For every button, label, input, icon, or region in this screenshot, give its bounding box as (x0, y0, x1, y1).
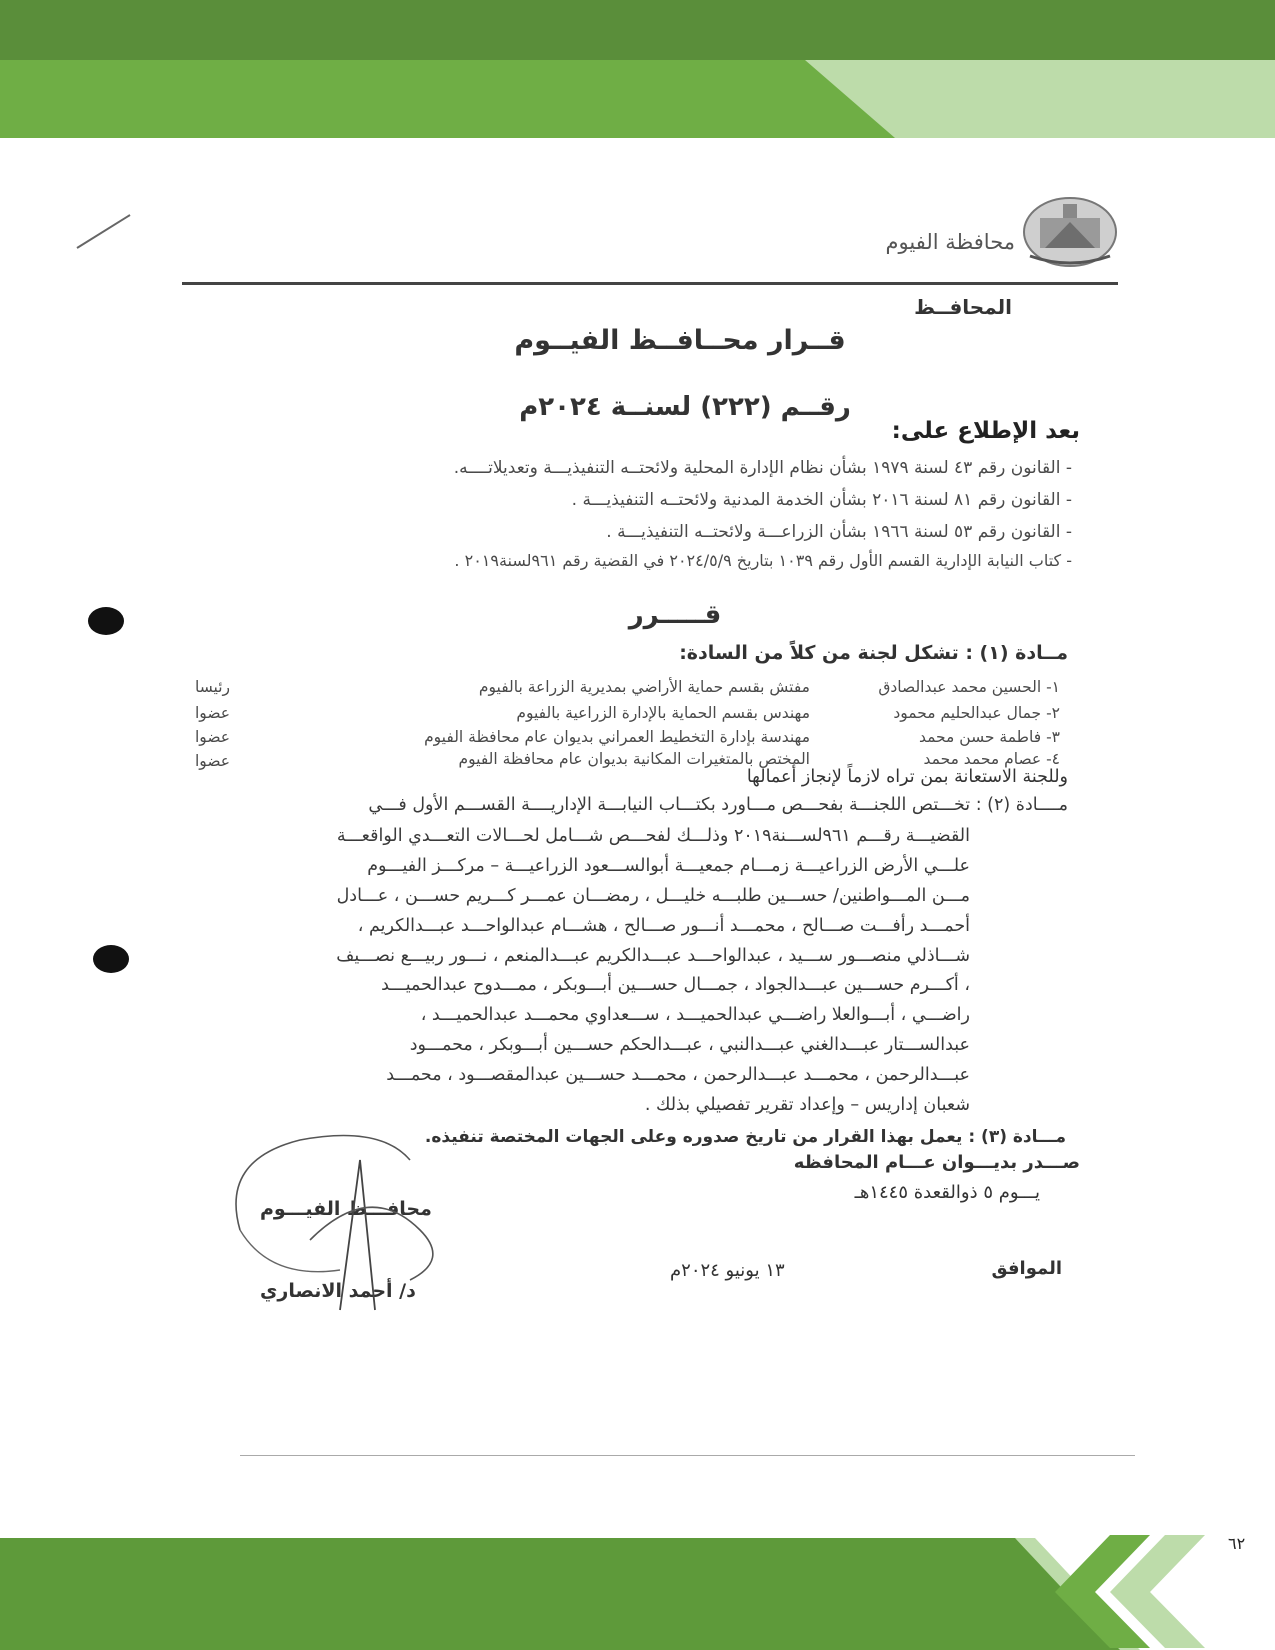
punch-hole (93, 945, 129, 973)
footer-divider (240, 1455, 1135, 1456)
member-job: مفتش بقسم حماية الأراضي بمديرية الزراعة بالفيوم (478, 678, 810, 696)
decree-number: رقــم (٢٢٢) لسنــة ٢٠٢٤م (519, 392, 851, 422)
article-2-line: راضـــي ، أبـــوالعلا راضـــي عبدالحميـــد ، ســـعداوي محمـــد عبدالحميـــد ، (420, 1005, 970, 1025)
member-job: المختص بالمتغيرات المكانية بديوان عام محافظة الفيوم (458, 750, 810, 768)
article-2-line: مـــن المـــواطنين/ حســـين طلبـــه خليـــل ، رمضـــان عمـــر كـــريم حســـن ، عـــادل (336, 886, 970, 906)
decree-title: قــرار محــافــظ الفيــوم (514, 325, 846, 356)
header-band-dark (0, 0, 1275, 60)
signatory-title: محافـــظ الفيـــوم (260, 1198, 432, 1220)
governorate-name: محافظة الفيوم (885, 230, 1015, 254)
governorate-emblem-icon (1015, 190, 1125, 270)
article-2-line: علـــي الأرض الزراعيـــة زمـــام جمعيـــة أبوالســـعود الزراعيـــة – مركـــز الفيـــوم (367, 856, 970, 876)
chevron-left-icon (1040, 1530, 1220, 1650)
governor-label: المحافــظ (914, 295, 1012, 319)
member-role: عضوا (195, 752, 231, 770)
article-2-line: عبـــدالرحمن ، محمـــد عبـــدالرحمن ، محمـــد حســـين عبدالمقصـــود ، محمـــد (386, 1065, 970, 1085)
member-name: ١- الحسين محمد عبدالصادق (878, 678, 1060, 696)
gregorian-date-label: الموافق (991, 1258, 1062, 1279)
member-name: ٤- عصام محمد محمد (923, 750, 1060, 768)
article-2-line: أحمـــد رأفـــت صـــالح ، محمـــد أنـــور صـــالح ، هشـــام عبدالواحـــد عبـــدالكريم ، (357, 916, 970, 936)
member-job: مهندس بقسم الحماية بالإدارة الزراعية بالفيوم (516, 704, 810, 722)
article-3: مـــادة (٣) : يعمل بهذا القرار من تاريخ صدوره وعلى الجهات المختصة تنفيذه. (424, 1127, 1066, 1147)
member-job: مهندسة بإدارة التخطيط العمراني بديوان عام محافظة الفيوم (424, 728, 810, 746)
page-number: ٦٢ (1228, 1534, 1246, 1553)
decree-document (150, 190, 1140, 1460)
member-role: عضوا (195, 704, 231, 722)
punch-hole (88, 607, 124, 635)
hijri-date: يـــوم ٥ ذوالقعدة ١٤٤٥هـ (854, 1182, 1040, 1203)
pen-stroke-mark (75, 210, 135, 250)
member-role: رئيسا (195, 678, 231, 696)
issued-at: صـــدر بديـــوان عـــام المحافظه (793, 1152, 1080, 1173)
preamble-heading: بعد الإطلاع على: (891, 418, 1080, 444)
committee-note: وللجنة الاستعانة بمن تراه لازماً لإنجاز أعمالها (746, 767, 1068, 787)
header-band-green (0, 60, 895, 138)
article-2-line: عبدالســـتار عبـــدالغني عبـــدالنبي ، عبـــدالحكم حســـين أبـــوبكر ، محمـــود (409, 1035, 970, 1055)
preamble-item: - القانون رقم ٤٣ لسنة ١٩٧٩ بشأن نظام الإدارة المحلية ولائحتــه التنفيذيـــة وتعديلاتــــه. (453, 458, 1072, 478)
preamble-item: - القانون رقم ٥٣ لسنة ١٩٦٦ بشأن الزراعـــة ولائحتــه التنفيذيـــة . (606, 522, 1072, 542)
article-2-line: ، أكـــرم حســـين عبـــدالجواد ، جمـــال حســـين أبـــوبكر ، ممـــدوح عبدالحميـــد (381, 975, 970, 995)
article-2-line: شـــاذلي منصـــور ســـيد ، عبدالواحـــد عبـــدالكريم عبـــدالمنعم ، نـــور ربيـــع نصـــيف (336, 946, 970, 966)
member-role: عضوا (195, 728, 231, 746)
article-2-line: شعبان إداريس – وإعداد تقرير تفصيلي بذلك . (644, 1095, 970, 1115)
gregorian-date: ١٣ يونيو ٢٠٢٤م (670, 1260, 785, 1281)
article-1-heading: مــادة (١) : تشكل لجنة من كلاً من السادة: (679, 642, 1068, 664)
member-name: ٣- فاطمة حسن محمد (918, 728, 1060, 746)
header-divider (182, 282, 1118, 285)
handwritten-signature (210, 1120, 490, 1320)
article-2-line: مــــادة (٢) : تخـــتص اللجنـــة بفحـــص مـــاورد بكتـــاب النيابـــة الإداريــــة القســـم الأول فـــي (368, 795, 1068, 815)
preamble-item: - القانون رقم ٨١ لسنة ٢٠١٦ بشأن الخدمة المدنية ولائحتــه التنفيذيـــة . (571, 490, 1072, 510)
preamble-item: - كتاب النيابة الإدارية القسم الأول رقم ١٠٣٩ بتاريخ ٢٠٢٤/٥/٩ في القضية رقم ٩٦١لسنة٢٠١٩ . (454, 551, 1072, 570)
article-2-line: القضيـــة رقـــم ٩٦١لســـنة٢٠١٩ وذلـــك لفحـــص شـــامل لحـــالات التعـــدي الواقعـــة (336, 826, 970, 846)
signatory-name: د/ أحمد الانصاري (260, 1280, 416, 1302)
decides-heading: قـــــرر (628, 600, 722, 630)
member-name: ٢- جمال عبدالحليم محمود (893, 704, 1060, 722)
